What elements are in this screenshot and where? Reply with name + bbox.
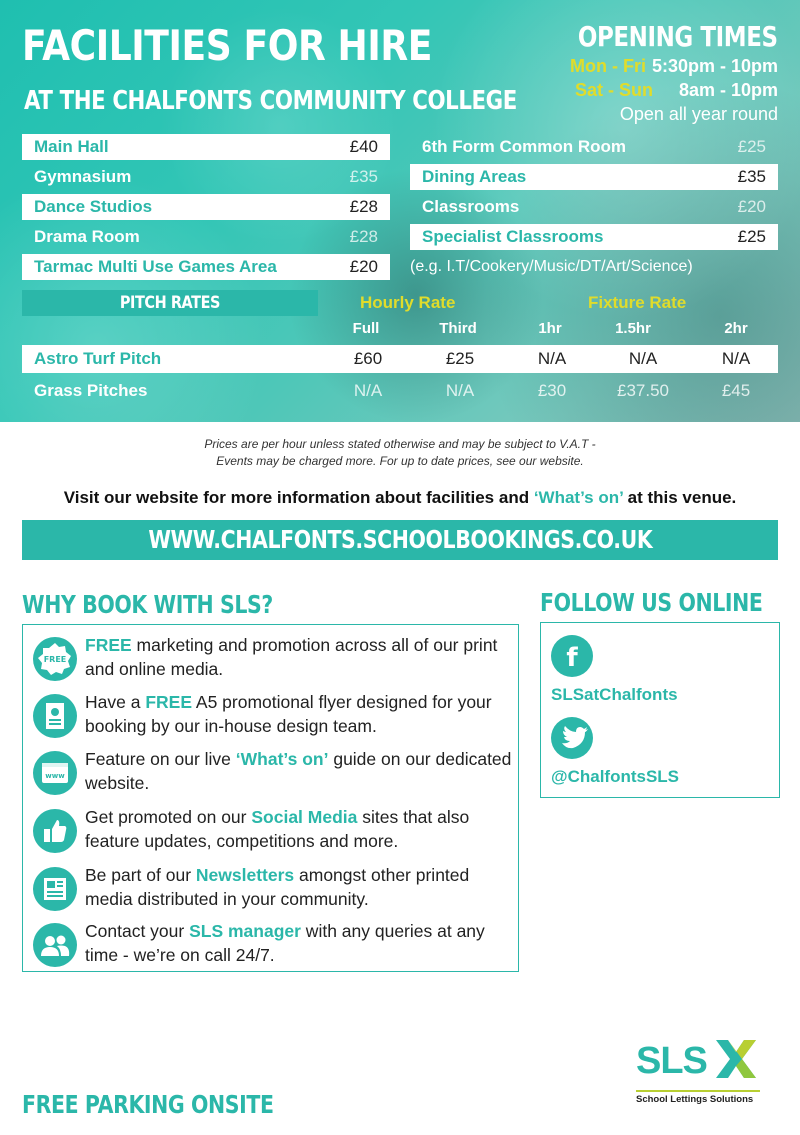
pitch-value: N/A <box>721 349 751 368</box>
facility-name: Drama Room <box>34 227 140 246</box>
why-book-title: WHY BOOK WITH SLS? <box>22 590 273 619</box>
facility-row <box>410 194 778 220</box>
price-disclaimer <box>0 436 800 470</box>
facility-price: £35 <box>349 167 378 186</box>
facebook-handle-link[interactable]: SLSatChalfonts <box>551 685 678 704</box>
pitch-value: N/A <box>537 349 567 368</box>
facility-row <box>22 224 390 250</box>
sls-logo <box>636 1034 760 1108</box>
website-icon <box>33 751 77 795</box>
logo-cross-icon <box>712 1034 760 1084</box>
why-item-text: Get promoted on our Social Media sites that also feature updates, competitions and more. <box>85 807 470 851</box>
pitch-value: N/A <box>445 381 475 400</box>
disclaimer-line: Prices are per hour unless stated otherwise and may be subject to V.A.T - <box>204 437 596 451</box>
pitch-value: £30 <box>537 381 567 400</box>
flyer-icon <box>33 694 77 738</box>
facebook-icon[interactable] <box>551 635 593 677</box>
facility-price: £20 <box>349 257 378 276</box>
pitch-column-header: 2hr <box>724 320 748 337</box>
facility-price: £40 <box>349 137 378 156</box>
free-parking-text: FREE PARKING ONSITE <box>22 1090 274 1119</box>
pitch-row <box>22 377 778 405</box>
facility-row <box>410 164 778 190</box>
facility-price: £35 <box>737 167 766 186</box>
follow-us-title: FOLLOW US ONLINE <box>540 588 763 617</box>
opening-times <box>534 20 778 126</box>
facility-name: Dining Areas <box>422 167 527 186</box>
opening-times-title: OPENING TIMES <box>578 20 778 53</box>
why-item-text: FREE marketing and promotion across all of our print and online media. <box>85 635 498 679</box>
opening-days: Sat - Sun <box>574 80 653 100</box>
facility-name: Tarmac Multi Use Games Area <box>34 257 277 276</box>
pitch-value: £60 <box>353 349 383 368</box>
pitch-value: N/A <box>353 381 383 400</box>
why-item-text: Feature on our live ‘What’s on’ guide on our dedicated website. <box>85 749 512 793</box>
pitch-column-header: 1hr <box>538 320 562 337</box>
free-badge-icon <box>33 637 77 681</box>
why-item <box>23 863 520 919</box>
facility-price: £20 <box>737 197 766 216</box>
logo-text: SLS <box>636 1040 707 1082</box>
why-book-box <box>22 624 519 972</box>
specialist-note: (e.g. I.T/Cookery/Music/DT/Art/Science) <box>410 258 693 275</box>
facility-name: Dance Studios <box>34 197 153 216</box>
why-item <box>23 805 520 861</box>
opening-time: 8am - 10pm <box>678 80 778 100</box>
facility-name: 6th Form Common Room <box>422 137 626 156</box>
page-subtitle: AT THE CHALFONTS COMMUNITY COLLEGE <box>24 86 517 116</box>
pitch-row <box>22 345 778 373</box>
facility-price: £25 <box>737 137 766 156</box>
twitter-handle-link[interactable]: @ChalfontsSLS <box>551 767 680 786</box>
pitch-column-header: Full <box>352 320 380 337</box>
pitch-value: £45 <box>721 381 751 400</box>
hourly-rate-label: Hourly Rate <box>360 293 456 312</box>
pitch-column-header: Third <box>439 320 477 337</box>
facility-row <box>22 194 390 220</box>
svg-text:www: www <box>45 772 65 780</box>
why-item <box>23 919 520 975</box>
twitter-icon[interactable] <box>551 717 593 759</box>
facility-row <box>22 134 390 160</box>
facility-name: Specialist Classrooms <box>422 227 604 246</box>
facility-row <box>22 254 390 280</box>
people-icon <box>33 923 77 967</box>
pitch-value: £37.50 <box>617 381 669 400</box>
website-url-link[interactable]: WWW.CHALFONTS.SCHOOLBOOKINGS.CO.UK <box>22 520 778 560</box>
facility-row <box>410 134 778 160</box>
opening-row-weekdays <box>534 54 778 78</box>
facility-price: £28 <box>349 227 378 246</box>
opening-row-weekend <box>534 78 778 102</box>
pitch-value: N/A <box>628 349 658 368</box>
pitch-name: Grass Pitches <box>34 381 148 400</box>
newsletter-icon <box>33 867 77 911</box>
why-item <box>23 690 520 746</box>
facility-price: £28 <box>349 197 378 216</box>
facility-price: £25 <box>737 227 766 246</box>
facility-row <box>410 224 778 250</box>
thumbs-up-icon <box>33 809 77 853</box>
logo-tagline: School Lettings Solutions <box>636 1090 760 1105</box>
pitch-name: Astro Turf Pitch <box>34 349 162 368</box>
svg-text:f: f <box>566 643 578 673</box>
why-item <box>23 633 520 689</box>
facility-row <box>22 164 390 190</box>
facility-name: Gymnasium <box>34 167 132 186</box>
why-item <box>23 747 520 803</box>
pitch-rates-heading: PITCH RATES <box>22 290 318 316</box>
pitch-value: £25 <box>445 349 475 368</box>
follow-us-box <box>540 622 780 798</box>
opening-time: 5:30pm - 10pm <box>651 56 778 76</box>
svg-text:FREE: FREE <box>43 655 67 664</box>
visit-website-text: Visit our website for more information about facilities and ‘What’s on’ at this venue. <box>63 488 737 507</box>
page-title: FACILITIES FOR HIRE <box>22 21 432 70</box>
facility-name: Main Hall <box>34 137 109 156</box>
fixture-rate-label: Fixture Rate <box>588 293 687 312</box>
opening-days: Mon - Fri <box>569 56 646 76</box>
why-item-text: Be part of our Newsletters amongst other printed media distributed in your community. <box>85 865 470 909</box>
why-item-text: Contact your SLS manager with any queries at any time - we’re on call 24/7. <box>85 921 485 965</box>
why-item-text: Have a FREE A5 promotional flyer designed for your booking by our in-house design team. <box>85 692 492 736</box>
opening-note: Open all year round <box>619 104 778 124</box>
pitch-column-header: 1.5hr <box>615 320 651 337</box>
facility-name: Classrooms <box>422 197 520 216</box>
hero-banner <box>0 0 800 422</box>
disclaimer-line: Events may be charged more. For up to date prices, see our website. <box>216 454 584 468</box>
